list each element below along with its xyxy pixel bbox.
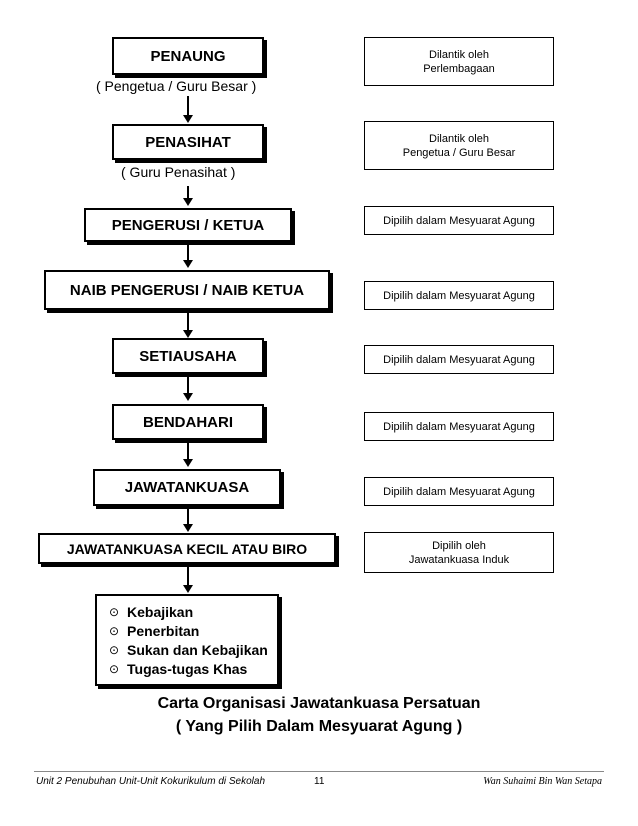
bullet-icon: ⊙ — [109, 642, 120, 657]
penasihat-subtitle: ( Guru Penasihat ) — [121, 164, 236, 180]
note-line: Dipilih oleh — [432, 539, 486, 552]
box-label: PENAUNG — [150, 47, 226, 65]
bullet-icon: ⊙ — [109, 604, 120, 619]
box-label: JAWATANKUASA — [124, 479, 250, 496]
note-bendahari — [364, 412, 554, 441]
connector-line — [187, 374, 189, 394]
list-item — [109, 621, 277, 640]
arrow-down-icon — [183, 330, 193, 338]
note-line: Dipilih dalam Mesyuarat Agung — [383, 214, 535, 227]
box-naib — [44, 270, 330, 310]
bullet-icon: ⊙ — [109, 623, 120, 638]
box-label: PENGERUSI / KETUA — [111, 216, 265, 234]
box-setiausaha — [112, 338, 264, 374]
note-naib — [364, 281, 554, 310]
connector-line — [187, 564, 189, 586]
note-penaung — [364, 37, 554, 86]
footer-unit-title: Unit 2 Penubuhan Unit-Unit Kokurikulum di Sekolah — [36, 776, 266, 787]
list-item-label: Penerbitan — [127, 622, 200, 639]
biro-list — [95, 594, 279, 686]
note-jk-kecil — [364, 532, 554, 573]
box-penaung — [112, 37, 264, 75]
list-item — [109, 640, 277, 659]
note-penasihat — [364, 121, 554, 170]
box-label: JAWATANKUASA KECIL ATAU BIRO — [66, 540, 308, 557]
box-label: PENASIHAT — [145, 133, 231, 151]
list-item — [109, 602, 277, 621]
note-line: Dipilih dalam Mesyuarat Agung — [383, 289, 535, 302]
box-jk-kecil — [38, 533, 336, 564]
arrow-down-icon — [183, 198, 193, 206]
note-setiausaha — [364, 345, 554, 374]
note-line: Dipilih dalam Mesyuarat Agung — [383, 485, 535, 498]
arrow-down-icon — [183, 115, 193, 123]
note-line: Pengetua / Guru Besar — [402, 146, 516, 159]
box-label: BENDAHARI — [143, 413, 233, 431]
note-jawatankuasa — [364, 477, 554, 506]
connector-line — [187, 96, 189, 116]
box-label: NAIB PENGERUSI / NAIB KETUA — [69, 281, 305, 299]
box-bendahari — [112, 404, 264, 440]
list-item-label: Tugas-tugas Khas — [127, 660, 248, 677]
arrow-down-icon — [183, 260, 193, 268]
box-pengerusi — [84, 208, 292, 242]
chart-caption-line2: ( Yang Pilih Dalam Mesyuarat Agung ) — [175, 718, 463, 735]
footer-page-number: 11 — [314, 776, 325, 787]
note-line: Dipilih dalam Mesyuarat Agung — [383, 353, 535, 366]
list-item-label: Sukan dan Kebajikan — [127, 641, 268, 658]
list-item — [109, 659, 277, 678]
bullet-icon: ⊙ — [109, 661, 120, 676]
note-line: Perlembagaan — [423, 62, 495, 75]
note-pengerusi — [364, 206, 554, 235]
note-line: Jawatankuasa Induk — [408, 553, 510, 566]
box-label: SETIAUSAHA — [139, 347, 237, 365]
note-line: Dipilih dalam Mesyuarat Agung — [383, 420, 535, 433]
arrow-down-icon — [183, 585, 193, 593]
connector-line — [187, 506, 189, 525]
note-line: Dilantik oleh — [429, 48, 489, 61]
chart-caption-line1: Carta Organisasi Jawatankuasa Persatuan — [157, 695, 481, 712]
arrow-down-icon — [183, 524, 193, 532]
footer-author: Wan Suhaimi Bin Wan Setapa — [483, 776, 602, 787]
connector-line — [187, 241, 189, 261]
note-line: Dilantik oleh — [429, 132, 489, 145]
list-item-label: Kebajikan — [127, 603, 194, 620]
box-jawatankuasa — [93, 469, 281, 506]
footer-divider — [34, 771, 604, 772]
box-penasihat — [112, 124, 264, 160]
penaung-subtitle: ( Pengetua / Guru Besar ) — [96, 78, 257, 94]
arrow-down-icon — [183, 459, 193, 467]
connector-line — [187, 311, 189, 331]
connector-line — [187, 440, 189, 460]
arrow-down-icon — [183, 393, 193, 401]
